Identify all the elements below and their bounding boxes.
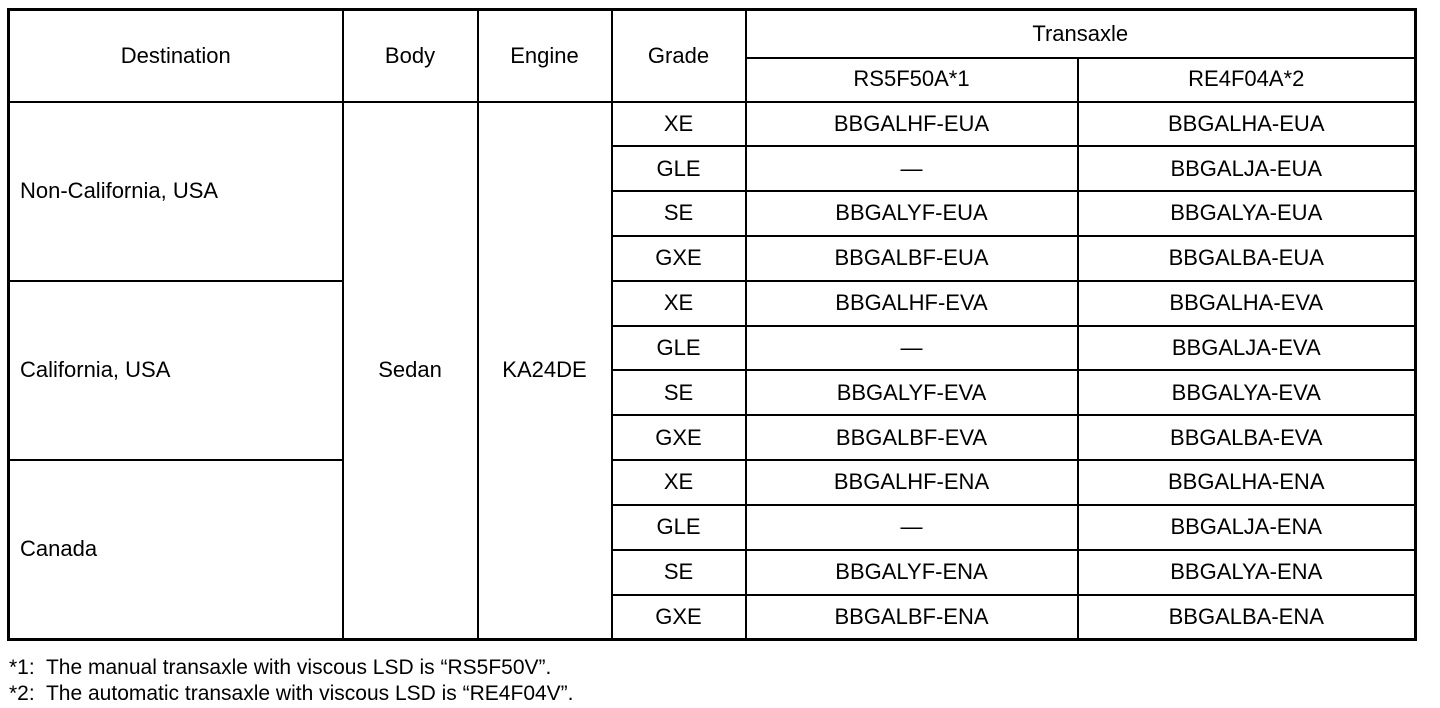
automatic-model-cell: BBGALYA-EVA [1078, 370, 1416, 415]
manual-model-cell: BBGALHF-EVA [746, 281, 1078, 326]
manual-model-cell: BBGALYF-EVA [746, 370, 1078, 415]
destination-cell: Non-California, USA [9, 102, 343, 281]
automatic-model-cell: BBGALBA-EVA [1078, 415, 1416, 460]
engine-header: Engine [478, 10, 612, 102]
grade-cell: SE [612, 550, 746, 595]
grade-cell: SE [612, 191, 746, 236]
grade-cell: GLE [612, 146, 746, 191]
engine-cell: KA24DE [478, 102, 612, 640]
manual-model-cell: BBGALHF-ENA [746, 460, 1078, 505]
grade-cell: GLE [612, 326, 746, 371]
automatic-model-cell: BBGALYA-EUA [1078, 191, 1416, 236]
table-body [9, 102, 1416, 640]
footnote-1: *1: The manual transaxle with viscous LSD is “RS5F50V”. [9, 656, 552, 679]
transaxle-spec-table [7, 8, 1417, 641]
destination-header: Destination [9, 10, 343, 102]
manual-model-cell: BBGALYF-EUA [746, 191, 1078, 236]
manual-model-cell: — [746, 326, 1078, 371]
grade-cell: XE [612, 102, 746, 147]
automatic-model-cell: BBGALJA-EUA [1078, 146, 1416, 191]
automatic-model-cell: BBGALBA-ENA [1078, 595, 1416, 640]
manual-model-cell: BBGALYF-ENA [746, 550, 1078, 595]
grade-cell: SE [612, 370, 746, 415]
body-header: Body [343, 10, 478, 102]
footnote-2: *2: The automatic transaxle with viscous LSD is “RE4F04V”. [9, 682, 574, 705]
body-cell: Sedan [343, 102, 478, 640]
grade-cell: GXE [612, 595, 746, 640]
automatic-model-cell: BBGALBA-EUA [1078, 236, 1416, 281]
manual-model-cell: BBGALBF-EUA [746, 236, 1078, 281]
automatic-transaxle-header: RE4F04A*2 [1078, 58, 1416, 102]
table-row [9, 281, 1416, 326]
automatic-model-cell: BBGALHA-EUA [1078, 102, 1416, 147]
automatic-model-cell: BBGALHA-ENA [1078, 460, 1416, 505]
grade-header: Grade [612, 10, 746, 102]
manual-transaxle-header: RS5F50A*1 [746, 58, 1078, 102]
manual-model-cell: BBGALBF-EVA [746, 415, 1078, 460]
automatic-model-cell: BBGALJA-EVA [1078, 326, 1416, 371]
grade-cell: GXE [612, 415, 746, 460]
automatic-model-cell: BBGALJA-ENA [1078, 505, 1416, 550]
manual-model-cell: BBGALBF-ENA [746, 595, 1078, 640]
table-row [9, 102, 1416, 147]
table-row [9, 460, 1416, 505]
grade-cell: GLE [612, 505, 746, 550]
grade-cell: XE [612, 281, 746, 326]
grade-cell: GXE [612, 236, 746, 281]
destination-cell: Canada [9, 460, 343, 639]
automatic-model-cell: BBGALHA-EVA [1078, 281, 1416, 326]
automatic-model-cell: BBGALYA-ENA [1078, 550, 1416, 595]
manual-model-cell: BBGALHF-EUA [746, 102, 1078, 147]
manual-model-cell: — [746, 505, 1078, 550]
destination-cell: California, USA [9, 281, 343, 460]
transaxle-header: Transaxle [746, 10, 1416, 58]
manual-model-cell: — [746, 146, 1078, 191]
grade-cell: XE [612, 460, 746, 505]
